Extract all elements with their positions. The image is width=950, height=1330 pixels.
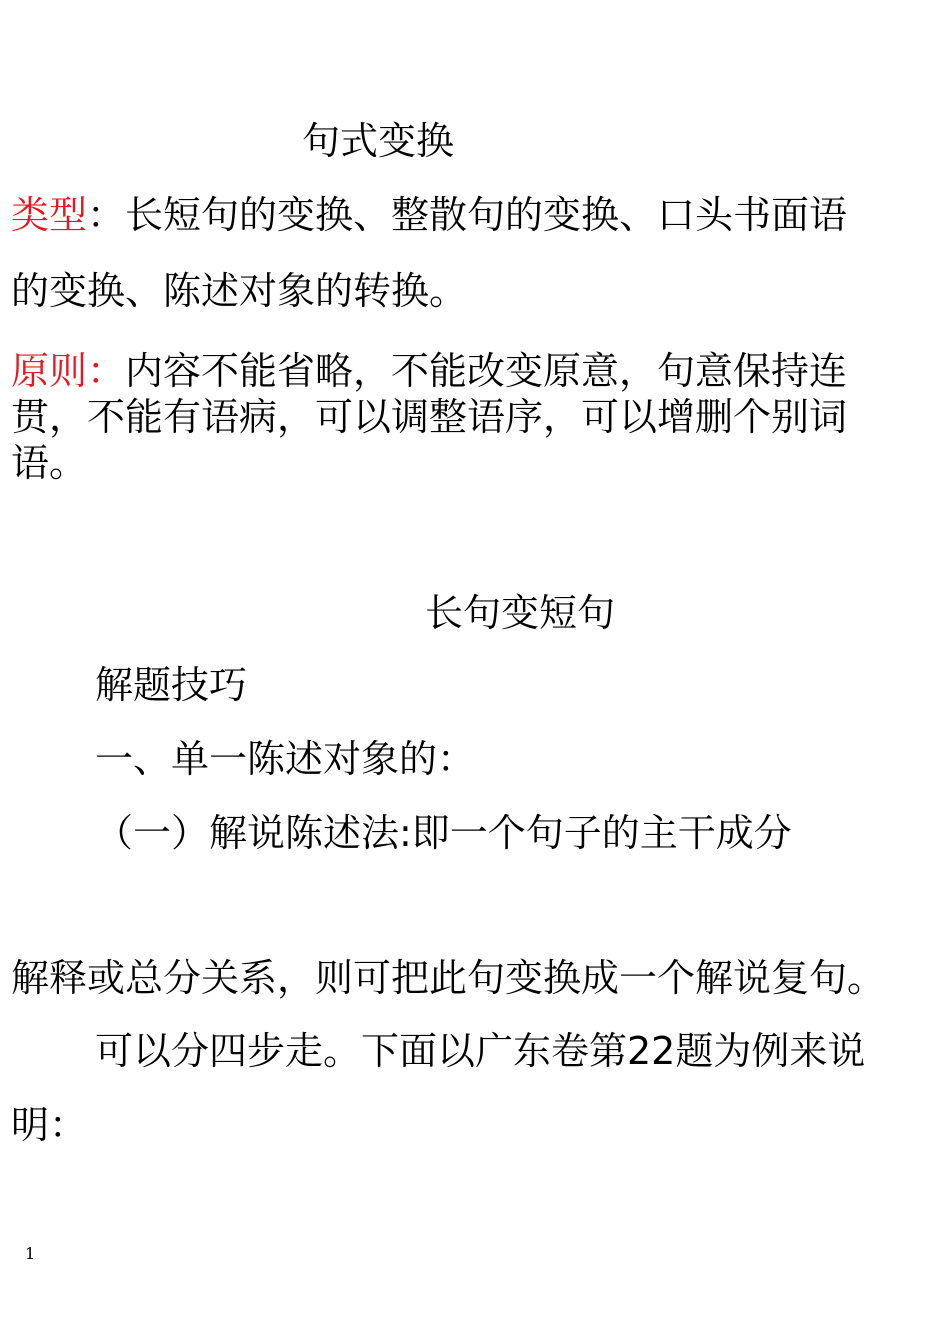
page-number: 1 xyxy=(25,1244,36,1263)
section-title: 长句变短句 xyxy=(425,591,616,635)
principle-line-2: 贯，不能有语病，可以调整语序，可以增删个别词 xyxy=(11,395,848,439)
paragraph-1: 解释或总分关系，则可把此句变换成一个解说复句。 xyxy=(11,956,886,1000)
principle-line-1 xyxy=(11,348,847,394)
types-text-1: 长短句的变换、整散句的变换、口头书面语 xyxy=(125,193,848,237)
principle-text-1: 内容不能省略，不能改变原意，句意保持连 xyxy=(125,349,848,393)
types-label: 类型 xyxy=(11,193,88,237)
tips-heading: 解题技巧 xyxy=(95,663,248,707)
principle-colon: ： xyxy=(87,349,126,393)
doc-title: 句式变换 xyxy=(302,119,455,163)
types-line-2: 的变换、陈述对象的转换。 xyxy=(11,269,468,313)
paragraph-2-line-1: 可以分四步走。下面以广东卷第22题为例来说 xyxy=(95,1029,866,1073)
principle-label: 原则 xyxy=(11,349,88,393)
principle-line-3: 语。 xyxy=(11,441,88,485)
paragraph-2-line-2: 明： xyxy=(11,1103,88,1147)
sub-point-1: （一）解说陈述法:即一个句子的主干成分 xyxy=(95,811,792,855)
point-1: 一、单一陈述对象的： xyxy=(95,737,476,781)
types-line-1 xyxy=(11,192,847,238)
types-colon: ： xyxy=(87,193,126,237)
